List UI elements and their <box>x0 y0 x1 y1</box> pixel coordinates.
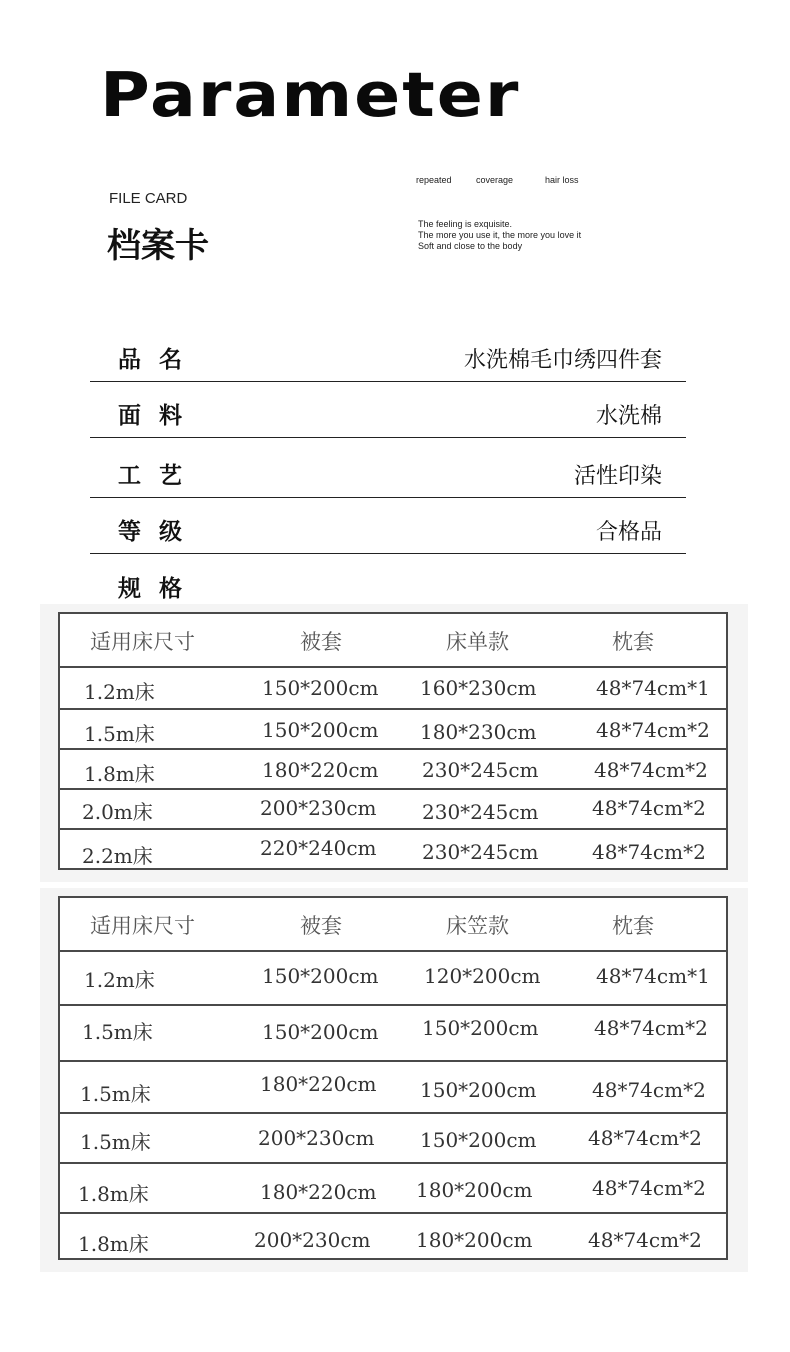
divider <box>90 437 686 438</box>
divider <box>60 828 726 830</box>
table-cell: 1.5m床 <box>84 722 155 746</box>
table-cell: 150*200cm <box>262 676 379 700</box>
divider <box>60 1004 726 1006</box>
table-cell: 230*245cm <box>422 758 539 782</box>
info-row-fabric <box>90 386 686 438</box>
table-cell: 160*230cm <box>420 676 537 700</box>
info-row-product-name <box>90 330 686 382</box>
table-cell: 48*74cm*2 <box>596 718 710 742</box>
table-cell: 180*200cm <box>416 1178 533 1202</box>
table1-header: 被套 <box>300 630 342 654</box>
divider <box>60 666 726 668</box>
slogan-line: Soft and close to the body <box>418 241 523 251</box>
info-value: 活性印染 <box>573 464 662 489</box>
table-cell: 230*245cm <box>422 800 539 824</box>
table-cell: 48*74cm*1 <box>596 964 710 988</box>
table-cell: 1.5m床 <box>80 1082 151 1106</box>
tag-coverage: coverage <box>476 175 514 185</box>
info-row-grade <box>90 502 686 554</box>
table1-header: 适用床尺寸 <box>90 630 195 654</box>
table-cell: 2.0m床 <box>82 800 153 824</box>
table-cell: 180*220cm <box>260 1072 377 1096</box>
slogan-line: The more you use it, the more you love it <box>418 230 582 240</box>
info-label: 工艺 <box>118 463 200 489</box>
table1 <box>58 612 728 870</box>
table-cell: 150*200cm <box>422 1016 539 1040</box>
table-cell: 48*74cm*2 <box>594 758 708 782</box>
table-cell: 1.5m床 <box>80 1130 151 1154</box>
table-cell: 48*74cm*2 <box>592 1078 706 1102</box>
info-label: 等级 <box>118 519 200 545</box>
table-cell: 48*74cm*2 <box>594 1016 708 1040</box>
slogan-line: The feeling is exquisite. <box>418 219 513 229</box>
table-cell: 48*74cm*2 <box>592 796 706 820</box>
spec-label: 规格 <box>118 576 200 602</box>
table-cell: 1.8m床 <box>84 762 155 786</box>
table-cell: 1.8m床 <box>78 1182 149 1206</box>
table-cell: 1.5m床 <box>82 1020 153 1044</box>
divider <box>90 381 686 382</box>
table2-header: 被套 <box>300 914 342 938</box>
table-cell: 1.2m床 <box>84 680 155 704</box>
divider <box>60 708 726 710</box>
table-cell: 48*74cm*2 <box>588 1126 702 1150</box>
table-cell: 180*200cm <box>416 1228 533 1252</box>
divider <box>60 1060 726 1062</box>
table-cell: 2.2m床 <box>82 844 153 868</box>
table1-header: 枕套 <box>612 630 654 654</box>
table-cell: 180*220cm <box>260 1180 377 1204</box>
divider <box>60 1112 726 1114</box>
table-cell: 200*230cm <box>254 1228 371 1252</box>
table-cell: 150*200cm <box>420 1078 537 1102</box>
table-cell: 150*200cm <box>262 718 379 742</box>
table-cell: 200*230cm <box>260 796 377 820</box>
divider <box>60 950 726 952</box>
table-cell: 48*74cm*2 <box>592 1176 706 1200</box>
divider <box>60 748 726 750</box>
table-cell: 48*74cm*2 <box>588 1228 702 1252</box>
table-cell: 200*230cm <box>258 1126 375 1150</box>
info-label: 面料 <box>118 403 200 429</box>
info-value: 水洗棉 <box>595 404 662 429</box>
info-value: 水洗棉毛巾绣四件套 <box>463 348 662 373</box>
table2 <box>58 896 728 1260</box>
info-label: 品名 <box>118 347 200 373</box>
table1-header: 床单款 <box>446 630 509 654</box>
table-cell: 230*245cm <box>422 840 539 864</box>
table-cell: 150*200cm <box>262 1020 379 1044</box>
table2-header: 枕套 <box>612 914 654 938</box>
divider <box>90 497 686 498</box>
divider <box>60 1162 726 1164</box>
slogan <box>418 219 581 252</box>
table-cell: 150*200cm <box>420 1128 537 1152</box>
table-cell: 220*240cm <box>260 836 377 860</box>
table-cell: 48*74cm*2 <box>592 840 706 864</box>
table-cell: 180*220cm <box>262 758 379 782</box>
table2-header: 适用床尺寸 <box>90 914 195 938</box>
info-value: 合格品 <box>595 520 662 545</box>
table-cell: 1.8m床 <box>78 1232 149 1256</box>
file-card-label: FILE CARD <box>109 190 188 207</box>
table-cell: 150*200cm <box>262 964 379 988</box>
table-cell: 180*230cm <box>420 720 537 744</box>
table-cell: 48*74cm*1 <box>596 676 710 700</box>
table2-header: 床笠款 <box>446 914 509 938</box>
divider <box>90 553 686 554</box>
divider <box>60 788 726 790</box>
tag-repeated: repeated <box>416 175 452 185</box>
file-card-cn-title: 档案卡 <box>107 226 209 266</box>
info-row-craft <box>90 446 686 498</box>
table-cell: 1.2m床 <box>84 968 155 992</box>
divider <box>60 1212 726 1214</box>
page-title: Parameter <box>100 60 521 132</box>
tag-hair-loss: hair loss <box>545 175 579 185</box>
table-cell: 120*200cm <box>424 964 541 988</box>
